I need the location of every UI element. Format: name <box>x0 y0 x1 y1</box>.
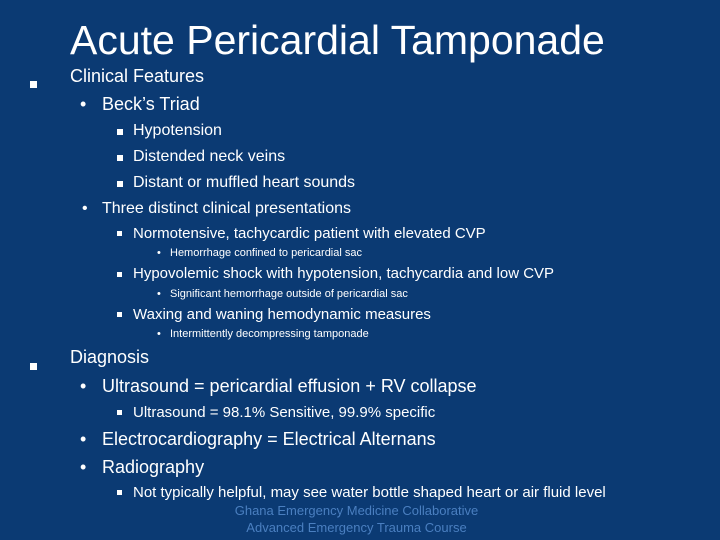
item-three-presentations: Three distinct clinical presentations <box>102 200 352 217</box>
bullet-square-icon <box>117 490 122 495</box>
bullet-dot-icon: • <box>80 94 87 114</box>
item-normotensive: Normotensive, tachycardic patient with elevated CVP <box>133 225 486 242</box>
bullet-dot-icon: • <box>80 376 87 396</box>
bullet-square-icon <box>117 129 123 135</box>
item-radiography-note: Not typically helpful, may see water bottle shaped heart or air fluid level <box>133 484 606 501</box>
item-hemorrhage-confined: Hemorrhage confined to pericardial sac <box>170 247 362 259</box>
item-waxing-waning: Waxing and waning hemodynamic measures <box>133 306 431 323</box>
slide-title: Acute Pericardial Tamponade <box>70 17 605 63</box>
bullet-dot-icon: • <box>157 328 161 340</box>
bullet-dot-icon: • <box>82 200 88 217</box>
item-hypovolemic-shock: Hypovolemic shock with hypotension, tachycardia and low CVP <box>133 265 555 282</box>
heading-clinical-features: Clinical Features <box>70 66 205 86</box>
bullet-square-icon <box>30 363 37 370</box>
item-becks-triad: Beck’s Triad <box>102 94 200 114</box>
item-distended-neck-veins: Distended neck veins <box>133 148 286 165</box>
bullet-dot-icon: • <box>157 288 161 300</box>
bullet-dot-icon: • <box>80 429 87 449</box>
bullet-square-icon <box>117 231 122 236</box>
bullet-square-icon <box>117 272 122 277</box>
item-distant-heart-sounds: Distant or muffled heart sounds <box>133 174 356 191</box>
bullet-square-icon <box>117 312 122 317</box>
bullet-dot-icon: • <box>80 457 87 477</box>
bullet-square-icon <box>117 410 122 415</box>
item-radiography: Radiography <box>102 457 205 477</box>
item-intermittently-decompressing: Intermittently decompressing tamponade <box>170 328 369 340</box>
footer-line-2: Advanced Emergency Trauma Course <box>246 520 467 535</box>
item-hypotension: Hypotension <box>133 122 222 139</box>
bullet-square-icon <box>30 81 37 88</box>
heading-diagnosis: Diagnosis <box>70 347 150 367</box>
item-electrocardiography: Electrocardiography = Electrical Alternans <box>102 429 436 449</box>
bullet-dot-icon: • <box>157 247 161 259</box>
bullet-square-icon <box>117 181 123 187</box>
item-ultrasound: Ultrasound = pericardial effusion + RV collapse <box>102 376 477 396</box>
item-significant-hemorrhage: Significant hemorrhage outside of pericardial sac <box>170 288 408 300</box>
item-ultrasound-stats: Ultrasound = 98.1% Sensitive, 99.9% specific <box>133 404 436 421</box>
footer-line-1: Ghana Emergency Medicine Collaborative <box>234 503 479 518</box>
bullet-square-icon <box>117 155 123 161</box>
